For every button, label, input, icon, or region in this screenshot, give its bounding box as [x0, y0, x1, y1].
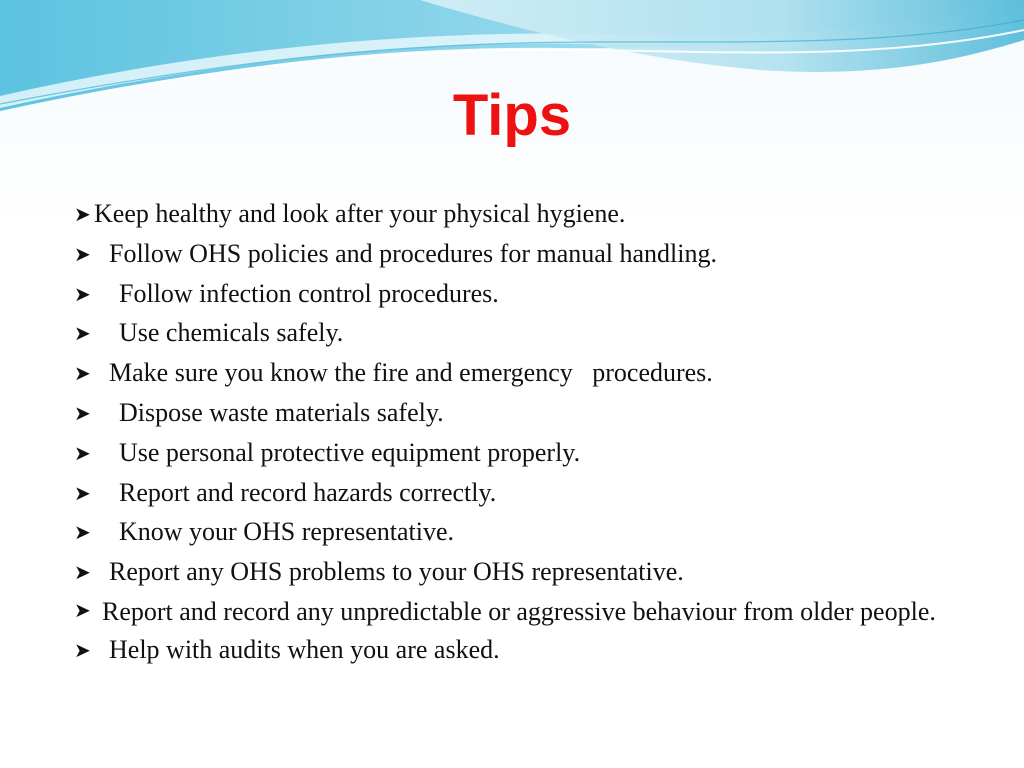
list-item — [74, 354, 974, 394]
arrowhead-bullet-icon: ➤ — [74, 562, 91, 585]
list-item — [74, 275, 974, 315]
tip-text: Know your OHS representative. — [119, 517, 455, 547]
list-item — [74, 513, 974, 553]
arrowhead-bullet-icon: ➤ — [74, 482, 91, 505]
list-item — [74, 553, 974, 593]
tip-text: Report and record any unpredictable or aggressive behaviour from older people. — [102, 596, 936, 626]
tip-text: Follow OHS policies and procedures for manual handling. — [109, 238, 717, 268]
slide-title: Tips — [452, 83, 572, 148]
tip-text: Follow infection control procedures. — [119, 278, 499, 308]
arrowhead-bullet-icon: ➤ — [74, 522, 91, 545]
list-item — [74, 314, 974, 354]
tip-text: Make sure you know the fire and emergency procedures. — [109, 358, 713, 388]
arrowhead-bullet-icon: ➤ — [74, 283, 91, 306]
arrowhead-bullet-icon: ➤ — [74, 639, 91, 662]
tip-text: Help with audits when you are asked. — [109, 634, 500, 664]
arrowhead-bullet-icon: ➤ — [74, 599, 91, 622]
tip-text: Dispose waste materials safely. — [119, 397, 444, 427]
arrowhead-bullet-icon: ➤ — [74, 323, 91, 346]
list-item — [74, 394, 974, 434]
arrowhead-bullet-icon: ➤ — [74, 363, 91, 386]
arrowhead-bullet-icon: ➤ — [74, 442, 91, 465]
tip-text: Report any OHS problems to your OHS representative. — [109, 557, 684, 587]
list-item — [74, 434, 974, 474]
arrowhead-bullet-icon: ➤ — [74, 402, 91, 425]
list-item — [74, 593, 962, 631]
list-item — [74, 195, 974, 235]
tip-text: Use chemicals safely. — [119, 318, 344, 348]
tip-text: Report and record hazards correctly. — [119, 477, 497, 507]
list-item — [74, 474, 974, 514]
list-item — [74, 235, 974, 275]
arrowhead-bullet-icon: ➤ — [74, 243, 91, 266]
list-item — [74, 631, 974, 671]
tip-text: Use personal protective equipment properly. — [119, 437, 581, 467]
arrowhead-bullet-icon: ➤ — [74, 204, 91, 226]
tips-list — [74, 195, 974, 671]
tip-text: Keep healthy and look after your physical hygiene. — [94, 199, 626, 228]
